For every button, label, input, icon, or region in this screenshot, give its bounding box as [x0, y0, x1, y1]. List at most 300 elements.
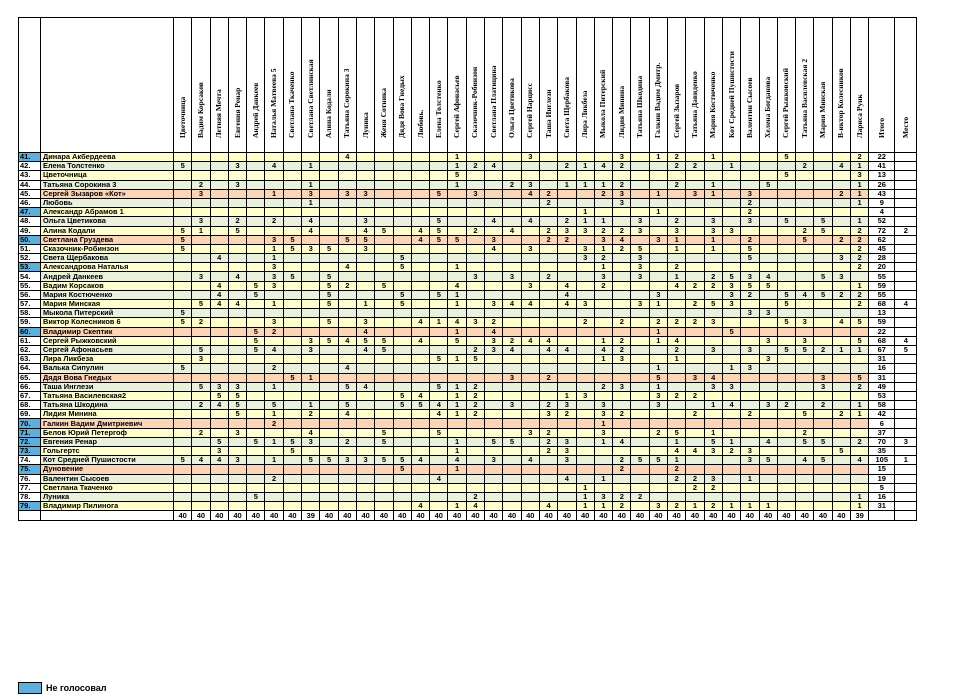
vote-cell: [411, 483, 429, 492]
vote-cell: [174, 198, 192, 207]
vote-cell: 5: [631, 456, 649, 465]
participant-name: Виктор Колесников 6: [41, 318, 174, 327]
vote-cell: [759, 300, 777, 309]
vote-cell: [302, 447, 320, 456]
vote-cell: [375, 217, 393, 226]
vote-cell: 4: [210, 281, 228, 290]
vote-cell: [210, 345, 228, 354]
vote-cell: [375, 364, 393, 373]
vote-cell: 4: [210, 456, 228, 465]
vote-cell: [485, 401, 503, 410]
vote-cell: [649, 419, 667, 428]
vote-cell: [631, 189, 649, 198]
place-cell: [895, 208, 917, 217]
vote-cell: 3: [741, 345, 759, 354]
vote-cell: 5: [448, 336, 466, 345]
vote-cell: [777, 428, 795, 437]
vote-cell: [649, 474, 667, 483]
column-total: 40: [539, 511, 557, 521]
vote-cell: 2: [668, 318, 686, 327]
vote-cell: [558, 318, 576, 327]
vote-cell: [247, 309, 265, 318]
vote-cell: [704, 171, 722, 180]
vote-cell: 5: [375, 456, 393, 465]
vote-cell: 3: [594, 428, 612, 437]
row-number: 79.: [19, 502, 41, 511]
total-cell: 41: [869, 162, 895, 171]
vote-cell: [704, 336, 722, 345]
vote-cell: [247, 373, 265, 382]
vote-cell: [466, 327, 484, 336]
vote-cell: 3: [302, 189, 320, 198]
vote-cell: [722, 235, 740, 244]
total-cell: 45: [869, 244, 895, 253]
vote-cell: 4: [485, 217, 503, 226]
column-header-label: Мыкола Питерский: [598, 69, 608, 138]
vote-table: [18, 17, 917, 521]
total-cell: 13: [869, 309, 895, 318]
vote-cell: [759, 382, 777, 391]
column-header: [320, 18, 338, 153]
column-total: 40: [668, 511, 686, 521]
vote-cell: [228, 309, 246, 318]
vote-cell: [466, 153, 484, 162]
vote-cell: 2: [668, 263, 686, 272]
vote-cell: [759, 428, 777, 437]
vote-cell: [320, 401, 338, 410]
vote-cell: [704, 391, 722, 400]
vote-cell: [594, 373, 612, 382]
participant-name: Валька Сипулин: [41, 364, 174, 373]
vote-cell: [832, 300, 850, 309]
vote-cell: [777, 235, 795, 244]
vote-cell: [210, 263, 228, 272]
table-row: [19, 153, 917, 162]
vote-cell: [247, 364, 265, 373]
vote-cell: [485, 171, 503, 180]
vote-cell: [503, 355, 521, 364]
vote-cell: 3: [521, 281, 539, 290]
vote-cell: [558, 327, 576, 336]
row-number: 60.: [19, 327, 41, 336]
vote-cell: [210, 419, 228, 428]
vote-cell: [741, 373, 759, 382]
vote-cell: [576, 474, 594, 483]
vote-cell: 3: [741, 189, 759, 198]
vote-cell: [613, 428, 631, 437]
vote-cell: 1: [265, 382, 283, 391]
vote-cell: [814, 235, 832, 244]
vote-cell: [192, 474, 210, 483]
vote-cell: [265, 465, 283, 474]
vote-cell: [576, 382, 594, 391]
vote-cell: [338, 419, 356, 428]
vote-cell: [686, 198, 704, 207]
vote-cell: 2: [796, 428, 814, 437]
vote-cell: [448, 373, 466, 382]
vote-cell: [174, 437, 192, 446]
vote-cell: 4: [485, 162, 503, 171]
vote-cell: 2: [613, 162, 631, 171]
vote-cell: [485, 474, 503, 483]
vote-cell: [411, 281, 429, 290]
vote-cell: [283, 345, 301, 354]
vote-cell: [503, 465, 521, 474]
vote-cell: [174, 290, 192, 299]
vote-cell: 5: [265, 401, 283, 410]
vote-cell: [686, 290, 704, 299]
vote-cell: [356, 198, 374, 207]
vote-cell: [539, 244, 557, 253]
vote-cell: 1: [356, 300, 374, 309]
vote-cell: 5: [741, 244, 759, 253]
vote-cell: 4: [228, 272, 246, 281]
vote-cell: [393, 189, 411, 198]
vote-cell: [302, 492, 320, 501]
vote-cell: 5: [649, 456, 667, 465]
vote-cell: [192, 281, 210, 290]
vote-cell: [356, 391, 374, 400]
vote-cell: 2: [741, 235, 759, 244]
column-header: [539, 18, 557, 153]
vote-cell: [704, 465, 722, 474]
vote-cell: [247, 153, 265, 162]
participant-name: Мыкола Питерский: [41, 309, 174, 318]
total-cell: 43: [869, 189, 895, 198]
vote-cell: 5: [174, 226, 192, 235]
vote-cell: [375, 198, 393, 207]
column-header: [686, 18, 704, 153]
vote-cell: 5: [174, 235, 192, 244]
vote-cell: [759, 327, 777, 336]
vote-cell: 2: [704, 281, 722, 290]
vote-cell: [338, 428, 356, 437]
vote-cell: 4: [338, 263, 356, 272]
total-cell: 28: [869, 254, 895, 263]
vote-cell: [576, 373, 594, 382]
column-header: [448, 18, 466, 153]
vote-cell: [539, 382, 557, 391]
vote-cell: [814, 208, 832, 217]
vote-cell: 2: [466, 162, 484, 171]
vote-cell: [192, 465, 210, 474]
vote-cell: [338, 465, 356, 474]
column-header: [375, 18, 393, 153]
vote-cell: [832, 401, 850, 410]
vote-cell: [558, 465, 576, 474]
vote-cell: [631, 410, 649, 419]
vote-cell: [668, 382, 686, 391]
vote-cell: [448, 217, 466, 226]
total-cell: 4: [869, 208, 895, 217]
column-header-label: Светлана Платицина: [488, 65, 498, 138]
participant-name: Лира Ликбеза: [41, 355, 174, 364]
vote-cell: [375, 300, 393, 309]
vote-cell: [265, 153, 283, 162]
vote-cell: [448, 419, 466, 428]
row-number: 43.: [19, 171, 41, 180]
vote-cell: 5: [174, 364, 192, 373]
vote-cell: [759, 465, 777, 474]
vote-cell: [448, 272, 466, 281]
table-row: [19, 492, 917, 501]
vote-cell: [265, 502, 283, 511]
vote-cell: 5: [228, 226, 246, 235]
column-total: 40: [192, 511, 210, 521]
vote-cell: 3: [741, 309, 759, 318]
vote-cell: [613, 391, 631, 400]
vote-cell: 3: [741, 217, 759, 226]
vote-cell: [503, 327, 521, 336]
vote-cell: [686, 226, 704, 235]
vote-cell: 2: [539, 401, 557, 410]
vote-cell: [759, 391, 777, 400]
vote-cell: 3: [521, 153, 539, 162]
vote-cell: [814, 447, 832, 456]
total-cell: 49: [869, 382, 895, 391]
vote-cell: 4: [411, 235, 429, 244]
vote-cell: 5: [814, 226, 832, 235]
vote-cell: [722, 465, 740, 474]
vote-cell: [228, 419, 246, 428]
vote-cell: [283, 226, 301, 235]
vote-cell: [759, 244, 777, 253]
vote-cell: 3: [613, 153, 631, 162]
vote-cell: [192, 235, 210, 244]
table-row: [19, 198, 917, 207]
vote-cell: 2: [503, 180, 521, 189]
vote-cell: [576, 263, 594, 272]
vote-cell: [796, 171, 814, 180]
vote-cell: 2: [466, 226, 484, 235]
vote-cell: [668, 401, 686, 410]
vote-cell: 3: [192, 355, 210, 364]
total-cell: 15: [869, 465, 895, 474]
vote-cell: [210, 235, 228, 244]
vote-cell: [686, 345, 704, 354]
vote-cell: [448, 208, 466, 217]
vote-cell: 5: [796, 437, 814, 446]
vote-cell: [613, 419, 631, 428]
place-cell: [895, 419, 917, 428]
place-cell: 5: [895, 345, 917, 354]
vote-cell: [631, 373, 649, 382]
vote-cell: 2: [777, 401, 795, 410]
vote-cell: [576, 345, 594, 354]
column-header-label: Лариса Рунк: [854, 94, 864, 138]
vote-cell: [430, 447, 448, 456]
vote-cell: [521, 373, 539, 382]
vote-cell: [649, 281, 667, 290]
vote-cell: [210, 410, 228, 419]
vote-cell: [302, 235, 320, 244]
vote-cell: [777, 502, 795, 511]
vote-cell: [722, 474, 740, 483]
vote-cell: [228, 327, 246, 336]
vote-cell: 4: [228, 300, 246, 309]
row-number: 69.: [19, 410, 41, 419]
vote-cell: [485, 226, 503, 235]
vote-cell: [722, 391, 740, 400]
vote-cell: [338, 198, 356, 207]
participant-name: Сергей Рыжковский: [41, 336, 174, 345]
vote-cell: [759, 153, 777, 162]
vote-cell: 2: [686, 483, 704, 492]
vote-cell: 1: [668, 355, 686, 364]
vote-cell: 2: [668, 474, 686, 483]
vote-cell: [722, 419, 740, 428]
vote-cell: [649, 244, 667, 253]
vote-cell: [832, 336, 850, 345]
column-total: 40: [613, 511, 631, 521]
vote-cell: 5: [174, 162, 192, 171]
vote-cell: [539, 171, 557, 180]
vote-cell: [722, 428, 740, 437]
vote-cell: [539, 492, 557, 501]
legend-label: Не голосовал: [46, 683, 107, 693]
vote-cell: 4: [521, 189, 539, 198]
participant-name: Владимир Скептик: [41, 327, 174, 336]
vote-cell: 1: [649, 189, 667, 198]
table-row: [19, 281, 917, 290]
vote-cell: [668, 483, 686, 492]
vote-cell: [174, 355, 192, 364]
vote-cell: 5: [814, 437, 832, 446]
vote-cell: [722, 373, 740, 382]
vote-cell: [777, 208, 795, 217]
column-header: [850, 18, 868, 153]
vote-cell: 3: [192, 189, 210, 198]
row-number: 51.: [19, 244, 41, 253]
vote-cell: 2: [741, 198, 759, 207]
vote-cell: 4: [302, 226, 320, 235]
vote-cell: 3: [576, 226, 594, 235]
vote-cell: [576, 336, 594, 345]
vote-cell: [228, 483, 246, 492]
vote-cell: [796, 492, 814, 501]
vote-cell: [247, 465, 265, 474]
vote-cell: [375, 483, 393, 492]
participant-name: Галкин Вадим Дмитриевич: [41, 419, 174, 428]
vote-cell: [485, 180, 503, 189]
vote-cell: 2: [594, 226, 612, 235]
vote-cell: [503, 281, 521, 290]
place-cell: [895, 391, 917, 400]
vote-cell: [722, 336, 740, 345]
vote-cell: [210, 364, 228, 373]
vote-cell: [192, 336, 210, 345]
vote-cell: 4: [539, 336, 557, 345]
vote-cell: 2: [850, 437, 868, 446]
vote-cell: [174, 345, 192, 354]
vote-cell: 4: [411, 336, 429, 345]
vote-cell: [539, 217, 557, 226]
vote-cell: 2: [485, 318, 503, 327]
vote-cell: [777, 281, 795, 290]
vote-cell: 5: [631, 244, 649, 253]
vote-cell: [722, 217, 740, 226]
column-header: [759, 18, 777, 153]
participant-name: Александрова Наталья: [41, 263, 174, 272]
vote-cell: 3: [704, 217, 722, 226]
vote-cell: 3: [704, 382, 722, 391]
vote-cell: [722, 410, 740, 419]
vote-cell: [338, 180, 356, 189]
vote-cell: [539, 474, 557, 483]
vote-cell: 1: [302, 180, 320, 189]
vote-cell: [320, 180, 338, 189]
vote-cell: [832, 428, 850, 437]
vote-cell: [613, 208, 631, 217]
vote-cell: [338, 244, 356, 253]
table-row: [19, 162, 917, 171]
vote-cell: [320, 226, 338, 235]
vote-cell: 3: [741, 447, 759, 456]
vote-cell: [356, 410, 374, 419]
vote-cell: 5: [283, 437, 301, 446]
table-row: [19, 391, 917, 400]
vote-cell: [192, 391, 210, 400]
total-cell: 105: [869, 456, 895, 465]
vote-cell: [777, 244, 795, 253]
vote-cell: [850, 355, 868, 364]
vote-cell: [503, 502, 521, 511]
vote-cell: 2: [594, 189, 612, 198]
vote-cell: [686, 364, 704, 373]
vote-cell: 5: [356, 336, 374, 345]
vote-cell: [283, 364, 301, 373]
total-cell: 68: [869, 336, 895, 345]
vote-cell: [832, 437, 850, 446]
vote-cell: [704, 327, 722, 336]
vote-cell: [741, 391, 759, 400]
vote-cell: [521, 345, 539, 354]
vote-cell: 3: [228, 382, 246, 391]
total-cell: 58: [869, 401, 895, 410]
vote-cell: 3: [302, 437, 320, 446]
vote-cell: [503, 309, 521, 318]
vote-cell: [393, 327, 411, 336]
vote-cell: [594, 309, 612, 318]
vote-cell: [722, 318, 740, 327]
vote-cell: 4: [521, 456, 539, 465]
vote-cell: 2: [466, 345, 484, 354]
vote-cell: [192, 410, 210, 419]
vote-cell: [668, 373, 686, 382]
vote-cell: [594, 456, 612, 465]
vote-cell: [777, 391, 795, 400]
vote-cell: [777, 272, 795, 281]
vote-cell: [631, 364, 649, 373]
row-number: 76.: [19, 474, 41, 483]
vote-cell: [539, 309, 557, 318]
vote-cell: 5: [704, 437, 722, 446]
vote-cell: 3: [796, 318, 814, 327]
vote-cell: [521, 162, 539, 171]
column-header-label: Летняя Мечта: [214, 89, 224, 138]
participant-name: Цветочница: [41, 171, 174, 180]
vote-cell: [631, 382, 649, 391]
vote-cell: 2: [265, 217, 283, 226]
vote-cell: [521, 198, 539, 207]
vote-cell: 5: [466, 355, 484, 364]
table-row: [19, 465, 917, 474]
vote-cell: [174, 263, 192, 272]
vote-cell: 2: [668, 153, 686, 162]
vote-cell: [228, 355, 246, 364]
row-number: 59.: [19, 318, 41, 327]
total-header: [869, 18, 895, 153]
